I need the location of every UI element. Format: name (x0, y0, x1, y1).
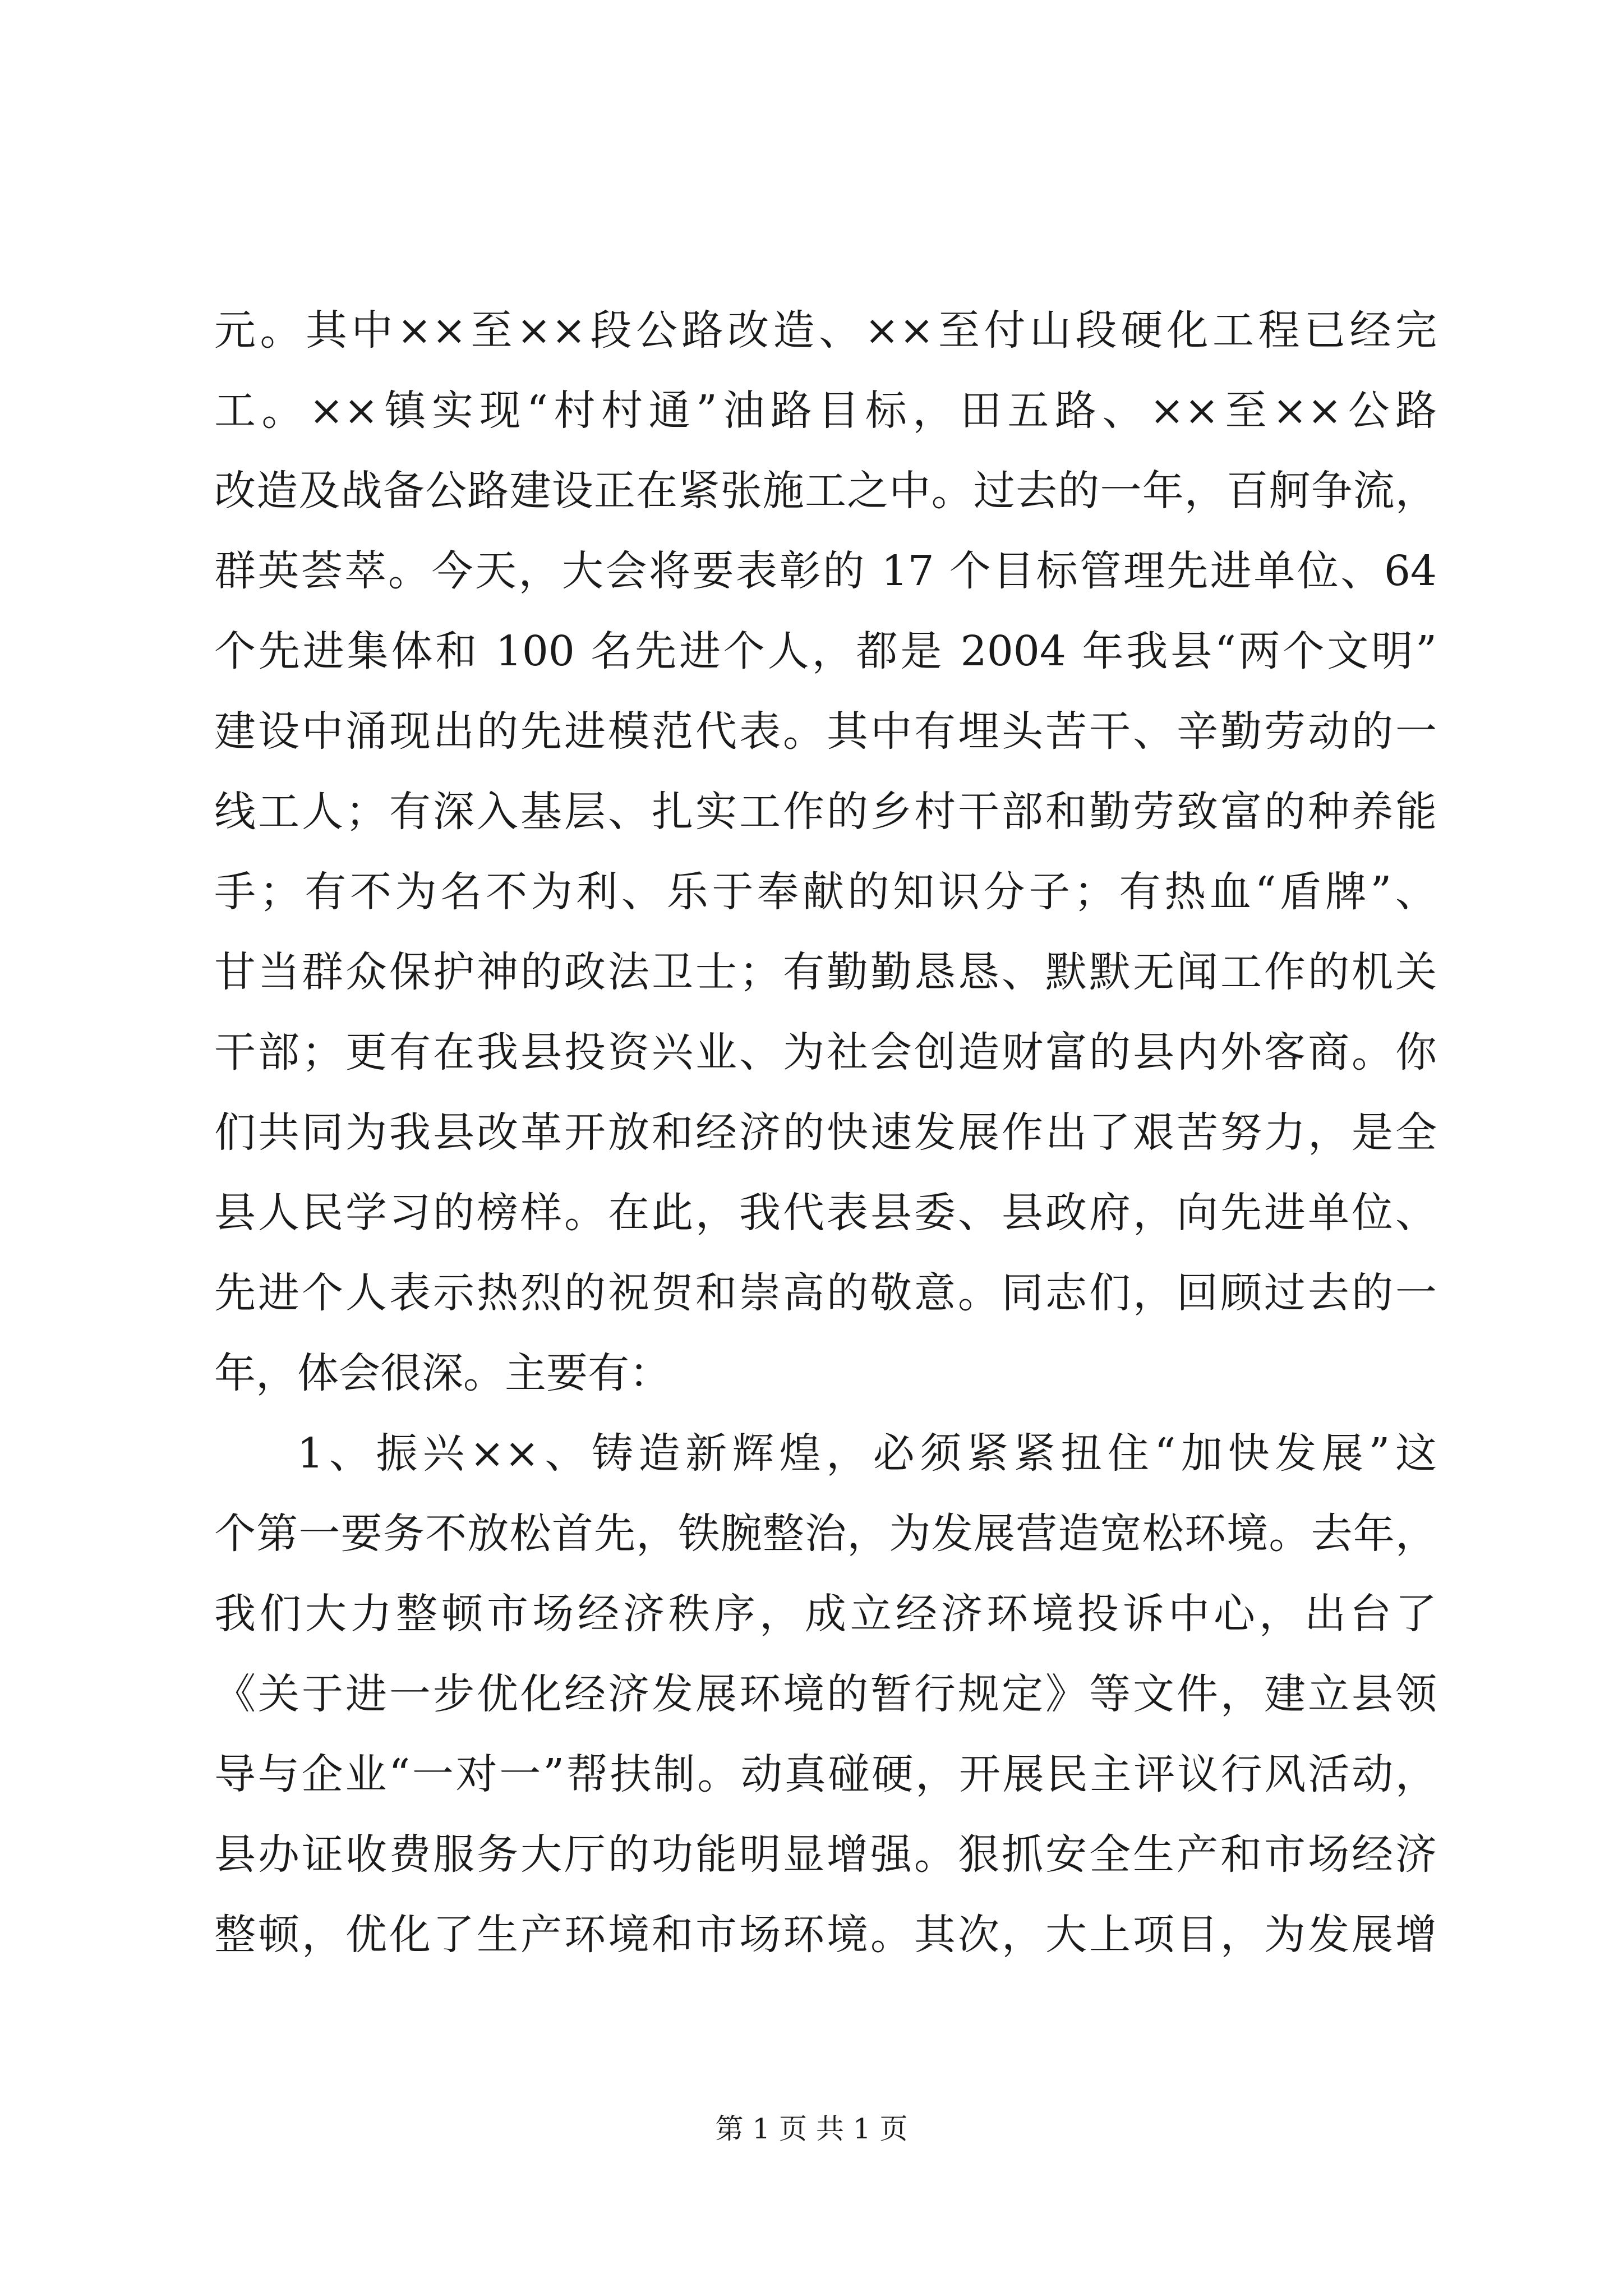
text-line: 整顿，优化了生产环境和市场环境。其次，大上项目，为发展增 (214, 1911, 1437, 1959)
document-body (214, 291, 1437, 1975)
text-line: 手；有不为名不为利、乐于奉献的知识分子；有热血“盾牌”、 (214, 868, 1437, 916)
text-line: 们共同为我县改革开放和经济的快速发展作出了艰苦努力，是全 (214, 1108, 1437, 1157)
paragraph-1 (214, 291, 1437, 1414)
text-line: 群英荟萃。今天，大会将要表彰的 17 个目标管理先进单位、64 (214, 547, 1437, 595)
text-line: 《关于进一步优化经济发展环境的暂行规定》等文件，建立县领 (214, 1670, 1437, 1718)
text-line: 县人民学习的榜样。在此，我代表县委、县政府，向先进单位、 (214, 1189, 1437, 1237)
text-line: 导与企业“一对一”帮扶制。动真碰硬，开展民主评议行风活动， (214, 1750, 1437, 1798)
text-line: 县办证收费服务大厅的功能明显增强。狠抓安全生产和市场经济 (214, 1830, 1437, 1879)
text-line: 我们大力整顿市场经济秩序，成立经济环境投诉中心，出台了 (214, 1590, 1437, 1638)
text-line: 先进个人表示热烈的祝贺和崇高的敬意。同志们，回顾过去的一 (214, 1269, 1437, 1317)
text-line: 1、振兴××、铸造新辉煌，必须紧紧扭住“加快发展”这 (297, 1429, 1437, 1478)
text-line: 建设中涌现出的先进模范代表。其中有埋头苦干、辛勤劳动的一 (214, 707, 1437, 756)
text-line: 改造及战备公路建设正在紧张施工之中。过去的一年，百舸争流， (214, 467, 1437, 515)
text-line: 个第一要务不放松首先，铁腕整治，为发展营造宽松环境。去年， (214, 1510, 1437, 1558)
page-number-label: 第 1 页 共 1 页 (715, 2113, 908, 2145)
text-line: 工。××镇实现“村村通”油路目标，田五路、××至××公路 (214, 386, 1437, 435)
text-line: 年，体会很深。主要有： (214, 1349, 671, 1397)
text-line: 元。其中××至××段公路改造、××至付山段硬化工程已经完 (214, 306, 1437, 355)
text-line: 线工人；有深入基层、扎实工作的乡村干部和勤劳致富的种养能 (214, 788, 1437, 836)
text-line: 甘当群众保护神的政法卫士；有勤勤恳恳、默默无闻工作的机关 (214, 948, 1437, 996)
text-line: 个先进集体和 100 名先进个人，都是 2004 年我县“两个文明” (214, 627, 1437, 675)
text-line: 干部；更有在我县投资兴业、为社会创造财富的县内外客商。你 (214, 1028, 1437, 1076)
page-footer (0, 2106, 1623, 2147)
paragraph-2 (214, 1414, 1437, 1975)
